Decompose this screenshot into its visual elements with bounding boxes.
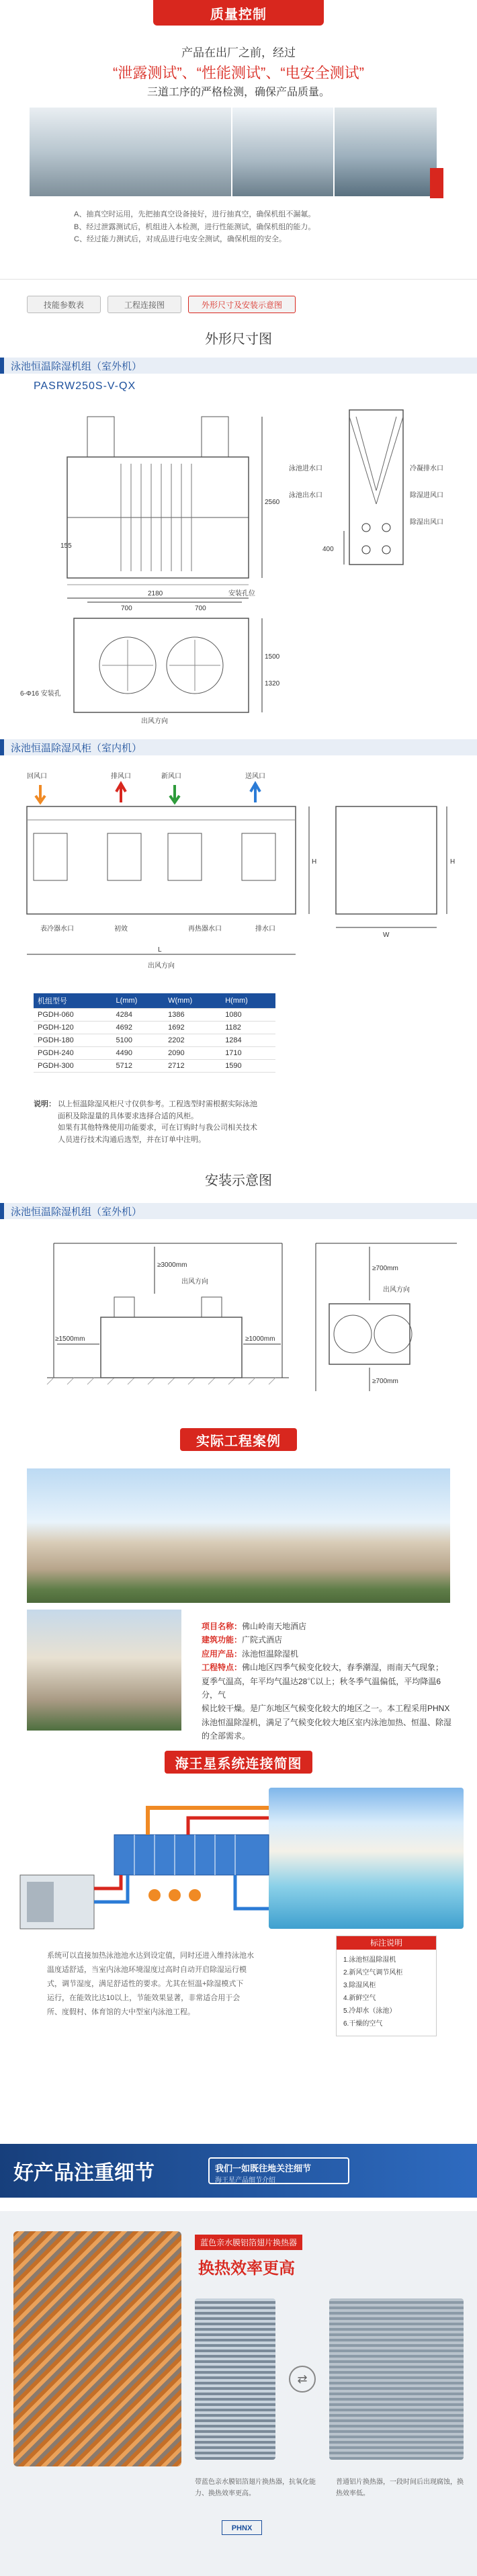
quality-point-a: A、抽真空时运用，先把抽真空设备接好，进行抽真空，确保机组不漏氟。 xyxy=(74,210,316,218)
part-primary-filter: 初效 xyxy=(114,925,128,933)
quality-intro-1: 产品在出厂之前，经过 xyxy=(181,46,296,59)
cell: 5100 xyxy=(112,1034,165,1047)
th-H: H(mm) xyxy=(221,993,275,1009)
outdoor-top-view xyxy=(20,598,302,726)
dim-W: W xyxy=(383,931,390,939)
detail-sub1: 我们一如既往地关注细节 xyxy=(215,2163,312,2173)
part-cooler-water: 表冷器水口 xyxy=(40,925,74,933)
table-row xyxy=(34,1060,275,1073)
table-row xyxy=(34,1047,275,1060)
fin-photo-right xyxy=(329,2298,464,2460)
case-field-key: 建筑功能： xyxy=(202,1635,243,1645)
case-desc-line: 候比较干燥。是广东地区气候变化较大的地区之一。本工程采用PHNX xyxy=(202,1704,450,1714)
install-d3: ≥1000mm xyxy=(245,1335,275,1343)
case-field-function xyxy=(202,1633,457,1647)
detail-title: 好产品注重细节 xyxy=(13,2162,155,2184)
spec-table-header xyxy=(34,993,275,1009)
dim-width: 2180 xyxy=(148,590,163,597)
install-title: 安装示意图 xyxy=(205,1173,272,1188)
label-out-water: 泳池出水口 xyxy=(289,492,322,499)
spec-note-line: 如果有其他特殊使用功能要求，可在订购时与我公司相关技术 xyxy=(58,1124,257,1132)
case-field-value: 泳池恒温除湿机 xyxy=(242,1649,299,1659)
spec-table xyxy=(34,993,275,1073)
th-W: W(mm) xyxy=(164,993,221,1009)
part-drain: 排水口 xyxy=(255,925,275,933)
outdoor-model: PASRW250S-V-QX xyxy=(34,380,136,392)
detail-sub2: 海王星产品细节介绍 xyxy=(215,2177,275,2184)
legend-item: 3.除湿风柜 xyxy=(343,1982,376,1989)
cell: 1590 xyxy=(221,1060,275,1073)
tab-connection[interactable] xyxy=(107,296,181,313)
detail-cap-left: 带蓝色亲水膜铝箔翅片换热器，抗氧化能力、换热效率更高。 xyxy=(195,2479,316,2497)
case-field-key: 项目名称： xyxy=(202,1622,243,1631)
dim-L: L xyxy=(158,946,162,954)
cell: PGDH-060 xyxy=(34,1009,112,1022)
install-d1: ≥3000mm xyxy=(157,1261,187,1269)
legend-item: 1.泳池恒温除湿机 xyxy=(343,1956,396,1964)
cell: 1692 xyxy=(164,1022,221,1034)
dim-depth-2: 1320 xyxy=(265,680,280,688)
arrow-supply-label: 送风口 xyxy=(245,773,265,780)
dim-inner-2: 700 xyxy=(195,605,206,612)
arrow-return-label: 回风口 xyxy=(27,773,47,780)
spec-note-line: 人员进行技术沟通后选型，并在订单中注明。 xyxy=(58,1135,206,1144)
case-field-product xyxy=(202,1647,457,1661)
dim-inner-1: 700 xyxy=(121,605,132,612)
table-row xyxy=(34,1034,275,1047)
spec-notes xyxy=(34,1099,437,1146)
legend-title: 标注说明 xyxy=(337,1936,436,1950)
install-front-diagram xyxy=(47,1230,289,1405)
system-desc-line: 所、度假村、体育馆的大中型室内泳池工程。 xyxy=(47,2007,195,2016)
quality-tests: “泄露测试”、“性能测试”、“电安全测试” xyxy=(113,65,364,81)
legend-item: 6.干燥的空气 xyxy=(343,2020,383,2028)
quality-point-b: B、经过泄露测试后，机组进入本检测，进行性能测试，确保机组的能力。 xyxy=(74,222,316,231)
label-in-water: 泳池进水口 xyxy=(289,465,322,472)
cell: 1182 xyxy=(221,1022,275,1034)
quality-points xyxy=(74,208,437,246)
system-banner xyxy=(165,1751,312,1774)
install-wind-2: 出风方向 xyxy=(383,1286,410,1294)
case-info xyxy=(202,1620,457,1743)
tab-dimensions-label: 外形尺寸及安装示意图 xyxy=(201,300,282,310)
case-photo-building xyxy=(27,1610,181,1731)
outdoor-header: 泳池恒温除湿机组（室外机） xyxy=(0,358,477,374)
cell: 1386 xyxy=(164,1009,221,1022)
factory-photo-main xyxy=(30,108,231,196)
case-banner-text: 实际工程案例 xyxy=(196,1434,281,1449)
label-air-in: 除湿出风口 xyxy=(410,519,443,526)
table-row xyxy=(34,1009,275,1022)
cell: 2090 xyxy=(164,1047,221,1060)
install-d4: ≥700mm xyxy=(372,1265,398,1272)
legend-item: 5.冷却水（泳池） xyxy=(343,2007,396,2015)
cell: 1710 xyxy=(221,1047,275,1060)
cell: 5712 xyxy=(112,1060,165,1073)
system-diagram xyxy=(13,1788,296,1942)
dim-drain-label: 安装孔位 xyxy=(228,590,255,597)
quality-banner xyxy=(153,0,324,26)
th-L: L(mm) xyxy=(112,993,165,1009)
case-field-feature xyxy=(202,1661,457,1674)
part-reheat-water: 再热器水口 xyxy=(188,925,222,933)
indoor-front-view xyxy=(13,766,322,974)
label-bolt-holes: 6-Φ16 安装孔 xyxy=(20,690,61,698)
label-air-out: 除湿进风口 xyxy=(410,492,443,499)
spec-note-line: 以上恒温除湿风柜尺寸仅供参考。工程选型时需根据实际泳池 xyxy=(58,1100,257,1108)
case-field-value: 佛山岭南天地酒店 xyxy=(242,1622,307,1631)
divider xyxy=(0,279,477,280)
install-d5: ≥700mm xyxy=(372,1378,398,1385)
dim-H-side: H xyxy=(450,858,456,866)
spec-note-label: 说明： xyxy=(34,1100,56,1108)
system-desc-line: 式，调节湿度，满足舒适性的要求。尤其在恒温+除湿模式下 xyxy=(47,1979,244,1988)
case-banner xyxy=(180,1428,297,1451)
exchange-arrows: ⇄ xyxy=(289,2366,316,2393)
legend-item: 4.新鲜空气 xyxy=(343,1995,376,2002)
arrow-fresh-label: 新风口 xyxy=(161,773,181,780)
outdoor-side-view xyxy=(282,397,457,605)
dim-side-b: 400 xyxy=(322,546,334,553)
system-desc xyxy=(47,1949,269,2019)
install-wind: 出风方向 xyxy=(181,1278,208,1286)
case-desc-line: 的全部需求。 xyxy=(202,1731,251,1741)
quality-point-c: C、经过能力测试后，对成品进行电安全测试，确保机组的安全。 xyxy=(74,235,286,244)
cell: 1080 xyxy=(221,1009,275,1022)
install-header: 泳池恒温除湿机组（室外机） xyxy=(0,1203,477,1219)
cell: PGDH-120 xyxy=(34,1022,112,1034)
system-desc-line: 系统可以直接加热泳池池水达到设定值，同时还进入维持泳池水 xyxy=(47,1952,254,1960)
fin-photo-center xyxy=(195,2298,275,2460)
cell: PGDH-300 xyxy=(34,1060,112,1073)
th-model: 机组型号 xyxy=(34,993,112,1009)
tab-specs[interactable] xyxy=(27,296,101,313)
factory-photo-red-accent xyxy=(430,168,443,198)
table-row xyxy=(34,1022,275,1034)
system-banner-text: 海王星系统连接简图 xyxy=(175,1756,302,1772)
detail-big: 换热效率更高 xyxy=(198,2259,295,2278)
spec-note-line: 面积及除湿量的具体要求选择合适的风柜。 xyxy=(58,1112,198,1120)
case-field-project xyxy=(202,1620,457,1633)
arrow-exhaust-label: 排风口 xyxy=(111,773,131,780)
factory-photo-3 xyxy=(335,108,437,196)
cell: 4284 xyxy=(112,1009,165,1022)
cell: 2712 xyxy=(164,1060,221,1073)
install-d2: ≥1500mm xyxy=(55,1335,85,1343)
cell: 4692 xyxy=(112,1022,165,1034)
dim-H: H xyxy=(312,858,317,866)
tab-connection-label: 工程连接图 xyxy=(124,300,165,310)
dim-height: 2560 xyxy=(265,499,280,506)
indoor-wind-dir: 出风方向 xyxy=(148,962,175,970)
cell: PGDH-180 xyxy=(34,1034,112,1047)
indoor-header: 泳池恒温除湿风柜（室内机） xyxy=(0,739,477,755)
system-legend xyxy=(336,1936,437,2036)
system-pool-photo xyxy=(269,1788,464,1929)
quality-intro-3: 三道工序的严格检测，确保产品质量。 xyxy=(146,87,330,98)
label-wind-dir: 出风方向 xyxy=(141,718,168,725)
factory-photo-2 xyxy=(232,108,333,196)
cell: 4490 xyxy=(112,1047,165,1060)
detail-cap-right: 普通铝片换热器，一段时间后出现腐蚀，换热效率低。 xyxy=(336,2479,464,2497)
system-desc-line: 运行，在能效比达10以上，节能效果显著，非常适合用于会 xyxy=(47,1993,241,2002)
detail-tag: 蓝色亲水膜铝箔翅片换热器 xyxy=(195,2235,302,2250)
dim-side-a: 155 xyxy=(60,542,72,550)
dimensions-title: 外形尺寸图 xyxy=(205,332,272,347)
case-field-value: 广院式酒店 xyxy=(242,1635,283,1645)
case-field-value: 佛山地区四季气候变化较大，春季潮湿，雨南天气现象； xyxy=(242,1663,444,1673)
dim-depth: 1500 xyxy=(265,653,280,661)
install-top-diagram xyxy=(302,1230,464,1405)
case-desc-line: 夏季气温高，年平均气温达28℃以上；秋冬季气温偏低，平均降温6分，气 xyxy=(202,1676,441,1700)
quality-banner-text: 质量控制 xyxy=(210,7,267,22)
fin-photo-left xyxy=(13,2231,181,2466)
detail-sub-box xyxy=(208,2157,349,2184)
legend-item: 2.新风空气调节风柜 xyxy=(343,1969,403,1977)
tab-dimensions[interactable] xyxy=(188,296,296,313)
detail-brand-logo: PHNX xyxy=(222,2520,262,2535)
indoor-side-view xyxy=(329,800,464,948)
case-field-key: 工程特点： xyxy=(202,1663,243,1673)
cell: PGDH-240 xyxy=(34,1047,112,1060)
case-field-key: 应用产品： xyxy=(202,1649,243,1659)
case-desc-line: 泳池恒温除湿机，满足了气候变化较大地区室内泳池加热、恒温、除湿 xyxy=(202,1717,452,1727)
cell: 1284 xyxy=(221,1034,275,1047)
case-photo-hotel xyxy=(27,1468,450,1603)
cell: 2202 xyxy=(164,1034,221,1047)
tab-specs-label: 技能参数表 xyxy=(43,300,84,310)
label-drain: 冷凝排水口 xyxy=(410,465,443,472)
system-desc-line: 温度适舒适，当室内泳池环境湿度过高时自动开启除湿运行模 xyxy=(47,1965,247,1974)
